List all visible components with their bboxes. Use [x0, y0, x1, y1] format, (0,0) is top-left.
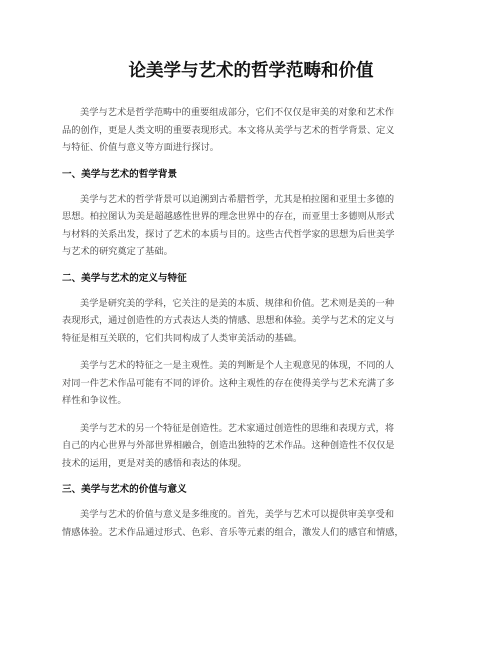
text-line: 与特征、价值与意义等方面进行探讨。 — [62, 142, 220, 153]
document-title: 论美学与艺术的哲学范畴和价值 — [128, 61, 374, 81]
text-line: 美学与艺术是哲学范畴中的重要组成部分，它们不仅仅是审美的对象和艺术作 — [80, 107, 395, 118]
text-line: 与材料的关系出发，探讨了艺术的本质与目的。这些古代哲学家的思想为后世美学 — [62, 228, 395, 240]
paragraph — [62, 357, 440, 410]
paragraph — [62, 420, 440, 473]
text-line: 样性和争议性。 — [62, 395, 127, 406]
text-line: 表现形式，通过创造性的方式表达人类的情感、思想和体验。美学与艺术的定义与 — [62, 315, 395, 326]
text-line: 自己的内心世界与外部世界相融合，创造出独特的艺术作品。这种创造性不仅仅是 — [62, 440, 395, 451]
paragraph — [62, 191, 440, 261]
text-line: 情感体验。艺术作品通过形式、色彩、音乐等元素的组合，激发人们的感官和情感， — [62, 526, 404, 538]
text-line: 美学与艺术的哲学背景可以追溯到古希腊哲学，尤其是柏拉图和亚里士多德的 — [80, 193, 395, 205]
paragraph — [62, 295, 440, 348]
text-line: 特征是相互关联的，它们共同构成了人类审美活动的基础。 — [62, 332, 303, 344]
text-line: 品的创作，更是人类文明的重要表现形式。本文将从美学与艺术的哲学背景、定义 — [62, 124, 395, 136]
text-line: 美学与艺术的另一个特征是创造性。艺术家通过创造性的思维和表现方式，将 — [80, 422, 395, 434]
section-heading-definition: 二、美学与艺术的定义与特征 — [62, 272, 187, 284]
paragraph — [62, 506, 440, 541]
text-line: 对同一件艺术作品可能有不同的评价。这种主观性的存在使得美学与艺术充满了多 — [62, 377, 395, 389]
text-line: 美学是研究美的学科，它关注的是美的本质、规律和价值。艺术则是美的一种 — [80, 297, 395, 309]
section-heading-background: 一、美学与艺术的哲学背景 — [62, 168, 178, 180]
section-heading-value: 三、美学与艺术的价值与意义 — [62, 484, 187, 495]
text-line: 美学与艺术的特征之一是主观性。美的判断是个人主观意见的体现，不同的人 — [80, 360, 395, 371]
text-line: 与艺术的研究奠定了基础。 — [62, 246, 173, 257]
text-line: 技术的运用，更是对美的感悟和表达的体现。 — [62, 457, 247, 469]
intro-paragraph — [62, 104, 440, 157]
text-line: 美学与艺术的价值与意义是多维度的。首先，美学与艺术可以提供审美享受和 — [80, 509, 395, 520]
text-line: 思想。柏拉图认为美是超越感性世界的理念世界中的存在，而亚里士多德则从形式 — [62, 211, 395, 222]
